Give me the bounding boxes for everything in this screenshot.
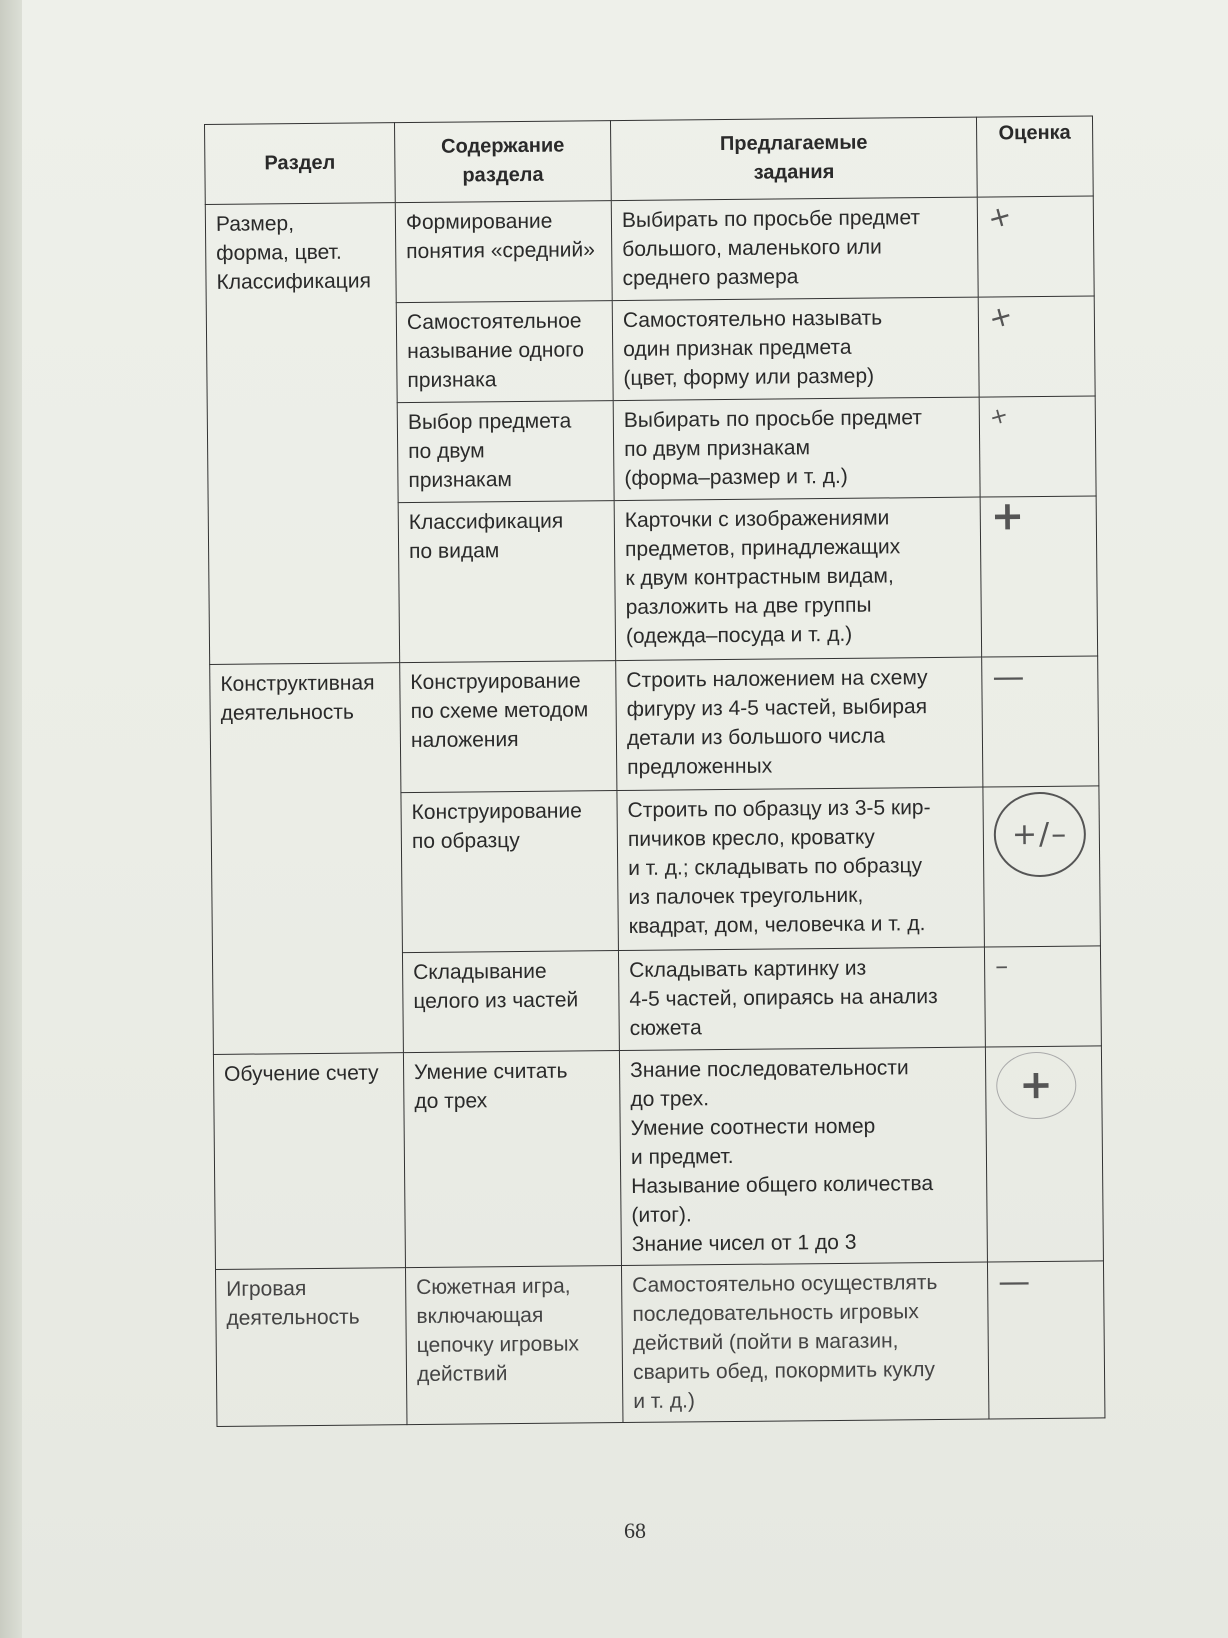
table-row — [213, 1046, 1103, 1270]
table-row — [210, 656, 1099, 795]
section-cell: Игровая деятельность — [215, 1268, 406, 1427]
content-cell: Умение считать до трех — [403, 1051, 621, 1268]
content-cell: Выбор предмета по двум признакам — [397, 401, 614, 503]
tasks-cell: Выбирать по просьбе предмет по двум признакам (форма–размер и т. д.) — [613, 397, 980, 501]
tasks-cell: Знание последовательности до трех. Умение соотнести номер и предмет. Называние общего количества (итог). Знание чисел от 1 до 3 — [619, 1047, 987, 1266]
section-cell: Обучение счету — [213, 1053, 405, 1270]
handwritten-mark: + — [983, 197, 1016, 236]
page-edge — [0, 0, 22, 1638]
mark-cell — [987, 1261, 1105, 1419]
section-cell: Конструктивная деятельность — [210, 663, 404, 1055]
content-cell: Конструирование по схеме методом наложения — [400, 661, 617, 793]
content-cell: Классификация по видам — [398, 501, 616, 663]
header-mark: Оценка — [976, 116, 1093, 197]
handwritten-mark: – — [994, 951, 1009, 982]
content-cell: Конструирование по образцу — [401, 791, 619, 953]
header-section: Раздел — [205, 123, 396, 205]
mark-cell — [978, 296, 1095, 397]
circled-handwritten-mark: + — [996, 1052, 1076, 1120]
table-row — [205, 196, 1094, 305]
mark-cell — [985, 1046, 1103, 1262]
page-number: 68 — [624, 1518, 646, 1543]
mark-cell — [983, 786, 1101, 947]
handwritten-mark: — — [997, 1262, 1031, 1301]
tasks-cell: Выбирать по просьбе предмет большого, маленького или среднего размера — [611, 197, 978, 301]
mark-cell — [979, 396, 1096, 497]
tasks-cell: Складывать картинку из 4-5 частей, опираясь на анализ сюжета — [618, 947, 985, 1051]
handwritten-mark: — — [992, 657, 1025, 696]
header-row — [205, 116, 1094, 205]
mark-cell — [984, 946, 1101, 1047]
tasks-cell: Карточки с изображениями предметов, принадлежащих к двум контрастным видам, разложить на две группы (одежда–посуда и т. д.) — [614, 497, 982, 661]
handwritten-mark: + — [990, 493, 1025, 540]
content-cell: Самостоятельное называние одного признака — [396, 301, 613, 403]
handwritten-mark: + — [986, 402, 1012, 432]
table-row — [215, 1261, 1104, 1427]
tasks-cell: Строить наложением на схему фигуру из 4-5 частей, выбирая детали из большого числа предложенных — [616, 657, 983, 791]
circled-handwritten-mark: +/– — [993, 792, 1086, 878]
header-tasks: Предлагаемые задания — [610, 117, 977, 201]
mark-cell — [982, 656, 1099, 787]
content-cell: Сюжетная игра, включающая цепочку игровых действий — [405, 1266, 622, 1425]
content-cell: Складывание целого из частей — [402, 951, 619, 1053]
tasks-cell: Самостоятельно называть один признак предмета (цвет, форму или размер) — [612, 297, 979, 401]
handwritten-mark: + — [984, 297, 1017, 336]
tasks-cell: Строить по образцу из 3-5 кир- пичиков кресло, кроватку и т. д.; складывать по образцу из палочек треугольник, квадрат, дом, человечка и т. д. — [617, 787, 985, 951]
mark-cell — [977, 196, 1094, 297]
mark-cell — [980, 493, 1098, 657]
content-cell: Формирование понятия «средний» — [395, 201, 612, 303]
tasks-cell: Самостоятельно осуществлять последовательность игровых действий (пойти в магазин, сварить обед, покормить куклу и т. д.) — [621, 1262, 988, 1423]
header-content: Содержание раздела — [394, 121, 611, 203]
section-cell: Размер, форма, цвет. Классификация — [205, 203, 399, 665]
assessment-table — [204, 115, 1105, 1426]
